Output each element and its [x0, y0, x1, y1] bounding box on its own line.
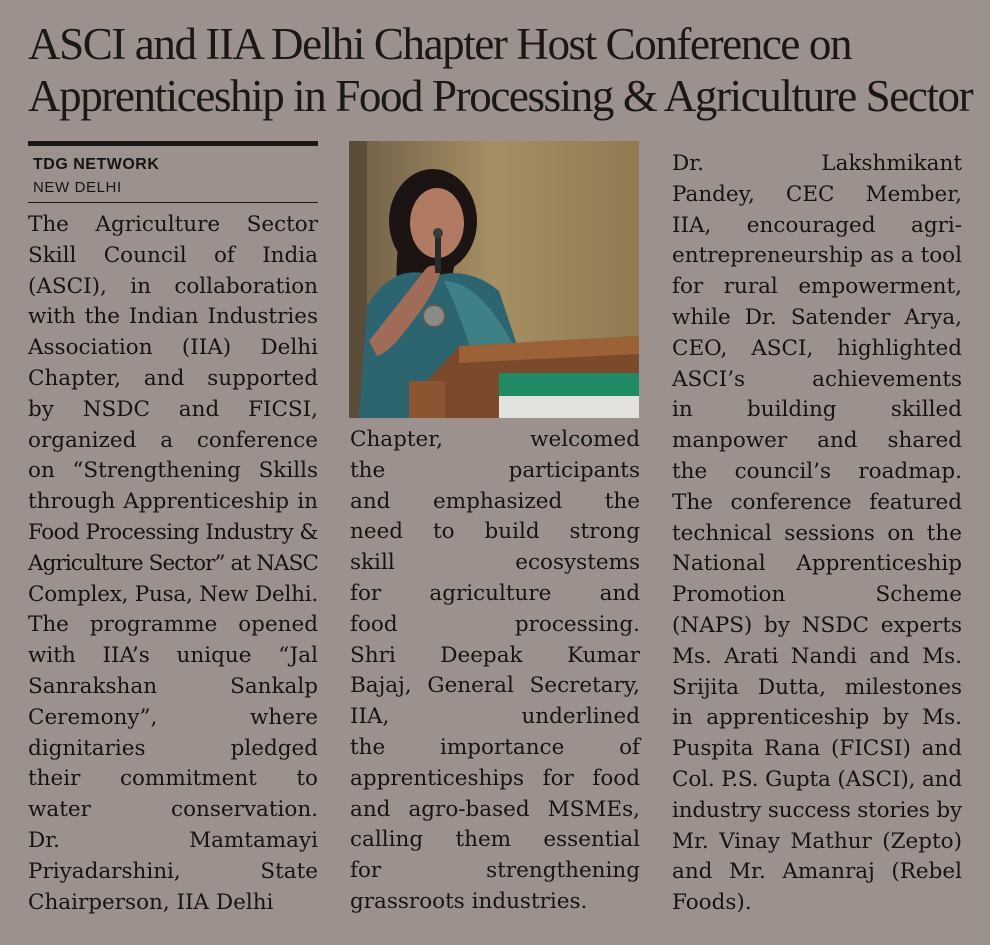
text-line: need to build strong — [350, 519, 640, 545]
text-line: Srijita Dutta, milestones — [672, 674, 962, 700]
text-line: their commitment to — [28, 766, 318, 792]
byline-rule-top — [28, 141, 318, 146]
text-line: dignitaries pledged — [28, 735, 318, 761]
text-line: Puspita Rana (FICSI) and — [672, 736, 962, 762]
text-line: in apprenticeship by Ms. — [672, 705, 962, 731]
text-line: calling them essential — [350, 827, 640, 853]
text-line: skill ecosystems — [350, 550, 640, 576]
text-line: Ceremony”, where — [28, 704, 318, 730]
text-line: (NAPS) by NSDC experts — [672, 612, 962, 638]
article-column-1 — [28, 210, 318, 918]
text-line: manpower and shared — [672, 428, 962, 454]
text-line: Pandey, CEC Member, — [672, 181, 962, 207]
text-line: food processing. — [350, 611, 640, 637]
text-line: Agriculture Sector” at NASC — [28, 550, 318, 576]
article-column-2 — [350, 425, 640, 918]
text-line: and agro-based MSMEs, — [350, 796, 640, 822]
text-line: grassroots industries. — [350, 888, 588, 914]
text-line: and Mr. Amanraj (Rebel — [672, 859, 962, 885]
text-line: water conservation. — [28, 797, 318, 823]
text-line: technical sessions on the — [672, 520, 962, 546]
text-line: Skill Council of India — [28, 242, 318, 268]
text-line: the council’s roadmap. — [672, 458, 962, 484]
text-line: with the Indian Industries — [28, 304, 318, 330]
text-line: Mr. Vinay Mathur (Zepto) — [672, 828, 962, 854]
text-line: while Dr. Satender Arya, — [672, 304, 962, 330]
text-line: Dr. Mamtamayi — [28, 827, 318, 853]
text-line: (ASCI), in collaboration — [28, 273, 318, 299]
text-line: industry success stories by — [672, 797, 962, 823]
text-line: Food Processing Industry & — [28, 519, 318, 545]
text-line: CEO, ASCI, highlighted — [672, 335, 962, 361]
text-line: with IIA’s unique “Jal — [28, 643, 318, 669]
dateline: NEW DELHI — [33, 179, 122, 196]
text-line: Col. P.S. Gupta (ASCI), and — [672, 766, 962, 792]
text-line: for rural empowerment, — [672, 274, 962, 300]
article-column-3 — [672, 149, 962, 919]
text-line: apprenticeships for food — [350, 765, 640, 791]
text-line: IIA, underlined — [350, 704, 640, 730]
text-line: The programme opened — [28, 612, 318, 638]
byline-rule-bottom — [28, 202, 318, 203]
text-line: Bajaj, General Secretary, — [350, 673, 640, 699]
text-line: the participants — [350, 457, 640, 483]
text-line: Chairperson, IIA Delhi — [28, 889, 274, 915]
text-line: Dr. Lakshmikant — [672, 151, 962, 176]
text-line: Chapter, and supported — [28, 365, 318, 391]
text-line: Chapter, welcomed — [350, 427, 640, 452]
text-line: Shri Deepak Kumar — [350, 642, 640, 668]
headline-line-1: ASCI and IIA Delhi Chapter Host Conference on — [28, 19, 852, 69]
text-line: and emphasized the — [350, 488, 640, 514]
text-line: Promotion Scheme — [672, 582, 962, 608]
text-line: the importance of — [350, 734, 640, 760]
text-line: on “Strengthening Skills — [28, 458, 318, 484]
text-line: IIA, encouraged agri- — [672, 212, 962, 238]
text-line: Priyadarshini, State — [28, 858, 318, 884]
text-line: for agriculture and — [350, 580, 640, 606]
article-headline — [28, 18, 978, 122]
byline: TDG NETWORK — [33, 156, 160, 173]
text-line: Sanrakshan Sankalp — [28, 673, 318, 699]
text-line: The Agriculture Sector — [28, 212, 318, 237]
text-line: in building skilled — [672, 397, 962, 423]
text-line: through Apprenticeship in — [28, 489, 318, 515]
headline-line-2: Apprenticeship in Food Processing & Agriculture Sector — [28, 71, 973, 121]
text-line: entrepreneurship as a tool — [672, 243, 962, 269]
text-line: Foods). — [672, 890, 752, 916]
text-line: Complex, Pusa, New Delhi. — [28, 581, 318, 607]
text-line: for strengthening — [350, 858, 640, 884]
text-line: National Apprenticeship — [672, 551, 962, 577]
text-line: by NSDC and FICSI, — [28, 396, 318, 422]
text-line: Association (IIA) Delhi — [28, 335, 318, 361]
text-line: Ms. Arati Nandi and Ms. — [672, 643, 962, 669]
text-line: organized a conference — [28, 427, 318, 453]
speaker-photo — [349, 141, 639, 418]
text-line: The conference featured — [672, 489, 962, 515]
text-line: ASCI’s achievements — [672, 366, 962, 392]
